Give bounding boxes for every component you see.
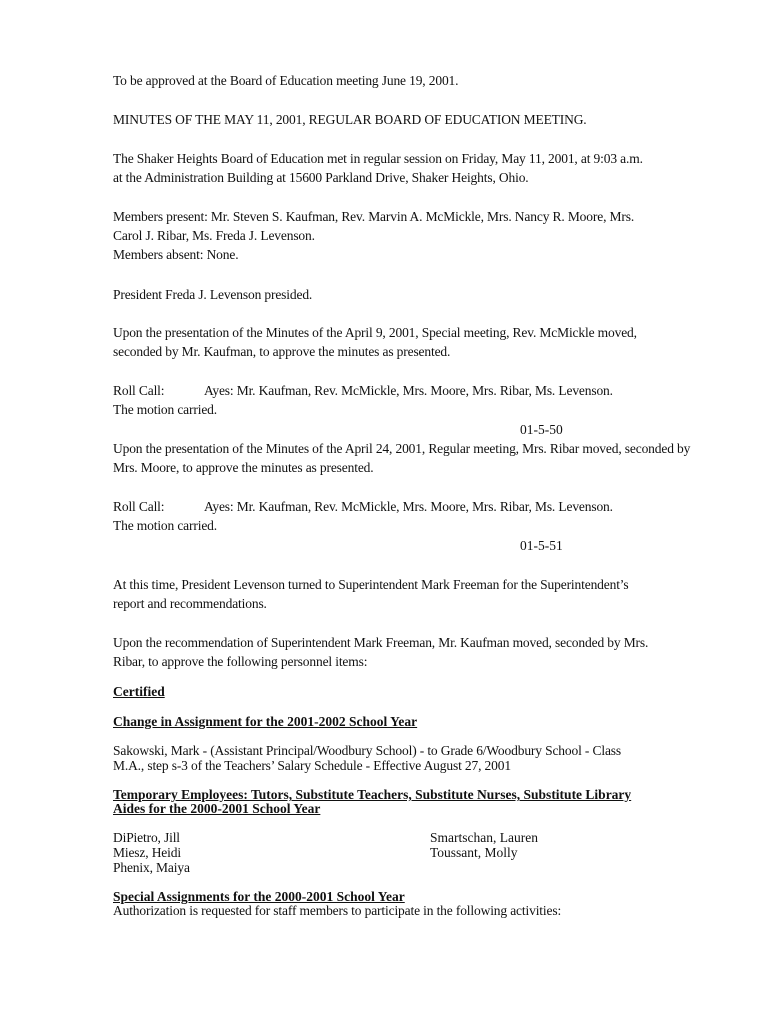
temp-name-left-3: Phenix, Maiya: [113, 860, 190, 875]
temp-name-right-2: Toussant, Molly: [430, 845, 518, 860]
motion1-result: The motion carried.: [113, 402, 217, 417]
temp-name-left-1: DiPietro, Jill: [113, 830, 180, 845]
change-assignment-line-1: Sakowski, Mark - (Assistant Principal/Woodbury School) - to Grade 6/Woodbury School - Class: [113, 743, 621, 758]
motion2-line-2: Mrs. Moore, to approve the minutes as presented.: [113, 460, 374, 475]
special-assignments-text: Authorization is requested for staff members to participate in the following activities:: [113, 903, 562, 918]
members-present-line-2: Carol J. Ribar, Ms. Freda J. Levenson.: [113, 228, 315, 243]
temp-name-left-2: Miesz, Heidi: [113, 845, 181, 860]
members-absent: Members absent: None.: [113, 247, 239, 262]
motion2-number: 01-5-51: [520, 538, 563, 553]
personnel-line-2: Ribar, to approve the following personnel items:: [113, 654, 368, 669]
motion2-line-1: Upon the presentation of the Minutes of the April 24, 2001, Regular meeting, Mrs. Ribar moved, seconded by: [113, 441, 691, 456]
motion2-result: The motion carried.: [113, 518, 217, 533]
intro-line-1: The Shaker Heights Board of Education met in regular session on Friday, May 11, 2001, at 9:03 a.m.: [113, 151, 643, 166]
superintendent-line-2: report and recommendations.: [113, 596, 267, 611]
certified-heading: Certified: [113, 684, 165, 699]
roll-call-ayes: Ayes: Mr. Kaufman, Rev. McMickle, Mrs. Moore, Mrs. Ribar, Ms. Levenson.: [204, 383, 613, 398]
superintendent-line-1: At this time, President Levenson turned to Superintendent Mark Freeman for the Superintendent’s: [113, 577, 629, 592]
special-assignments-heading: Special Assignments for the 2000-2001 School Year: [113, 889, 405, 904]
motion1-line-2: seconded by Mr. Kaufman, to approve the minutes as presented.: [113, 344, 451, 359]
motion1-roll-call: [113, 381, 613, 400]
motion1-number: 01-5-50: [520, 422, 563, 437]
roll-call-ayes: Ayes: Mr. Kaufman, Rev. McMickle, Mrs. Moore, Mrs. Ribar, Ms. Levenson.: [204, 499, 613, 514]
presided-statement: President Freda J. Levenson presided.: [113, 287, 313, 302]
roll-call-label: Roll Call:: [113, 383, 165, 398]
approval-note: To be approved at the Board of Education meeting June 19, 2001.: [113, 73, 459, 88]
motion1-line-1: Upon the presentation of the Minutes of the April 9, 2001, Special meeting, Rev. McMickle moved,: [113, 325, 637, 340]
temp-name-right-1: Smartschan, Lauren: [430, 830, 538, 845]
motion2-roll-call: [113, 497, 613, 516]
temporary-employees-heading-2: Aides for the 2000-2001 School Year: [113, 801, 321, 816]
roll-call-label: Roll Call:: [113, 499, 165, 514]
change-assignment-line-2: M.A., step s-3 of the Teachers’ Salary Schedule - Effective August 27, 2001: [113, 758, 511, 773]
change-assignment-heading: Change in Assignment for the 2001-2002 School Year: [113, 714, 418, 729]
temporary-employees-heading-1: Temporary Employees: Tutors, Substitute Teachers, Substitute Nurses, Substitute Library: [113, 787, 632, 802]
members-present-line-1: Members present: Mr. Steven S. Kaufman, Rev. Marvin A. McMickle, Mrs. Nancy R. Moore, Mrs.: [113, 209, 635, 224]
minutes-title: MINUTES OF THE MAY 11, 2001, REGULAR BOARD OF EDUCATION MEETING.: [113, 112, 587, 127]
personnel-line-1: Upon the recommendation of Superintendent Mark Freeman, Mr. Kaufman moved, seconded by Mrs.: [113, 635, 649, 650]
intro-line-2: at the Administration Building at 15600 Parkland Drive, Shaker Heights, Ohio.: [113, 170, 529, 185]
